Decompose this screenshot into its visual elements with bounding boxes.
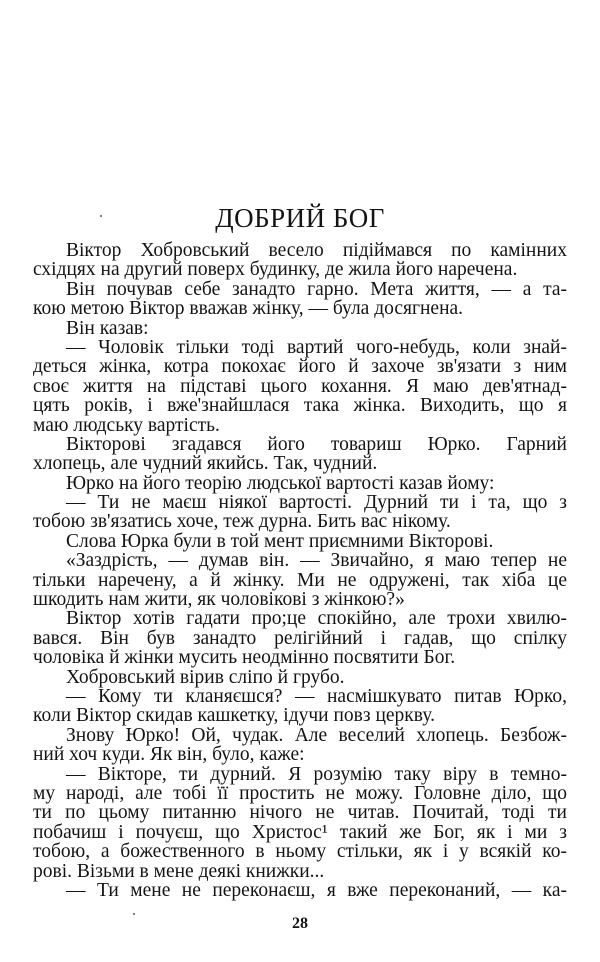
text-line: чоловіка й жінки мусить неодмінно посвятити Бог.: [33, 647, 456, 669]
text-line: Віктор Хобровський весело підіймався по камінних: [66, 240, 567, 261]
text-line: Віктор хотів гадати про;це спокійно, але трохи хвилю-: [66, 608, 567, 630]
text-line: Вікторові згадався його товариш Юрко. Гарний: [66, 433, 567, 455]
text-line: тобою, а божественного в ньому стільки, як і у всякій ко-: [33, 841, 567, 863]
page-number: 28: [292, 915, 308, 932]
text-line: рові. Візьми в мене деякі книжки...: [33, 860, 325, 882]
text-line: Він казав:: [66, 317, 149, 339]
text-line: Він почував себе занадто гарно. Мета життя, — а та-: [66, 278, 567, 300]
text-line: — Чоловік тільки тоді вартий чого-небудь, коли знай-: [66, 336, 567, 358]
text-line: Слова Юрка були в той мент приємними Вікторові.: [66, 530, 494, 552]
text-line: ний хоч куди. Як він, було, каже:: [33, 744, 305, 766]
text-line: цять років, і вже'знайшлася така жінка. Виходить, що я: [33, 395, 567, 417]
chapter-body: [33, 241, 567, 900]
text-line: — Вікторе, ти дурний. Я розумію таку віру в темно-: [66, 763, 567, 785]
text-line: коли Віктор скидав кашкетку, ідучи повз церкву.: [33, 705, 435, 727]
text-line: кою метою Віктор вважав жінку, — була досягнена.: [33, 298, 464, 320]
text-line: Юрко на його теорію людської вартості казав йому:: [66, 472, 495, 494]
text-line: — Кому ти кланяєшся? — насмішкувато питав Юрко,: [66, 685, 567, 707]
text-line: Знову Юрко! Ой, чудак. Але веселий хлопець. Безбож-: [66, 724, 567, 746]
text-line: — Ти не маєш ніякої вартості. Дурний ти і та, що з: [66, 492, 567, 514]
text-line: — Ти мене не переконаєш, я вже переконаний, — ка-: [66, 879, 567, 901]
text-line: деться жінка, котра покохає його й захоче зв'язати з ним: [33, 356, 567, 378]
print-speck: [100, 215, 102, 217]
text-line: маю людську вартість.: [33, 414, 220, 436]
text-line: східцях на другий поверх будинку, де жила його наречена.: [33, 259, 518, 281]
text-line: му народі, але тобі її простить не можу. Головне діло, що: [33, 782, 567, 804]
text-line: шкодить нам жити, як чоловікові з жінкою?»: [33, 589, 405, 611]
text-line: тільки наречену, а й жінку. Ми не одружені, так хіба це: [33, 569, 567, 591]
text-line: «Заздрість, — думав він. — Звичайно, я маю тепер не: [66, 550, 567, 572]
text-line: ти по цьому питанню нічого не читав. Почитай, тоді ти: [33, 802, 567, 824]
text-line: вався. Він був занадто релігійний і гадав, що спілку: [33, 627, 567, 649]
chapter-title: ДОБРИЙ БОГ: [215, 203, 385, 233]
text-line: своє життя на підставі цього кохання. Я маю дев'ятнад-: [33, 375, 567, 397]
text-line: побачиш і почуєш, що Христос¹ такий же Бог, як і ми з: [33, 821, 567, 843]
text-line: Хобровський вірив сліпо й грубо.: [66, 666, 345, 688]
text-line: хлопець, але чудний якийсь. Так, чудний.: [33, 453, 378, 475]
text-line: тобою зв'язатись хоче, теж дурна. Бить вас нікому.: [33, 511, 451, 533]
